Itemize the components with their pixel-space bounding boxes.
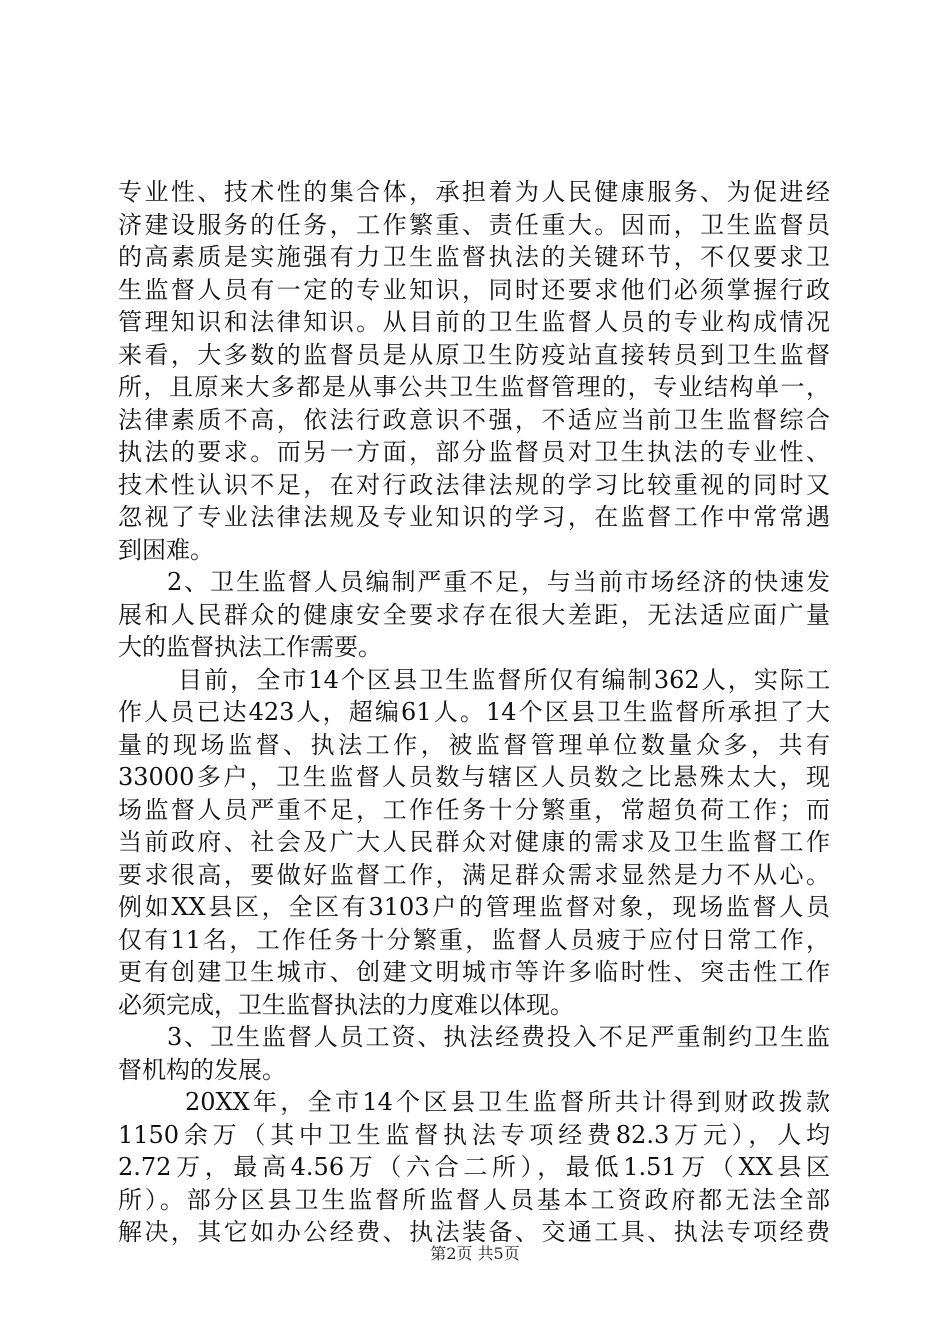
text-line: 2.72万，最高4.56万（六合二所），最低1.51万（XX县区	[118, 1153, 830, 1181]
text-line: 所，且原来大多都是从事公共卫生监督管理的，专业结构单一，	[118, 373, 830, 401]
text-line: 执法的要求。而另一方面，部分监督员对卫生执法的专业性、	[118, 438, 830, 466]
text-line: 大的监督执法工作需要。	[118, 633, 382, 661]
text-line: 法律素质不高，依法行政意识不强，不适应当前卫生监督综合	[118, 405, 830, 434]
text-line: 技术性认识不足，在对行政法律法规的学习比较重视的同时又	[118, 470, 830, 499]
text-line: 当前政府、社会及广大人民群众对健康的需求及卫生监督工作	[118, 828, 830, 856]
text-line: 必须完成，卫生监督执法的力度难以体现。	[118, 990, 574, 1019]
text-line: 来看，大多数的监督员是从原卫生防疫站直接转员到卫生监督	[118, 340, 830, 369]
text-line: 例如XX县区，全区有3103户的管理监督对象，现场监督人员	[118, 893, 830, 921]
text-line: 展和人民群众的健康安全要求存在很大差距，无法适应面广量	[118, 600, 830, 629]
text-line: 量的现场监督、执法工作，被监督管理单位数量众多，共有	[118, 730, 830, 759]
text-line: 所）。部分区县卫生监督所监督人员基本工资政府都无法全部	[118, 1185, 830, 1214]
text-line: 33000多户，卫生监督人员数与辖区人员数之比悬殊太大，现	[118, 763, 830, 791]
text-line: 要求很高，要做好监督工作，满足群众需求显然是力不从心。	[118, 860, 830, 889]
text-line: 督机构的发展。	[118, 1055, 286, 1084]
text-line: 解决，其它如办公经费、执法装备、交通工具、执法专项经费	[118, 1218, 830, 1246]
text-line: 的高素质是实施强有力卫生监督执法的关键环节，不仅要求卫	[118, 243, 830, 271]
text-line: 忽视了专业法律法规及专业知识的学习，在监督工作中常常遇	[118, 503, 830, 531]
paragraph-heading-line: 2、卫生监督人员编制严重不足，与当前市场经济的快速发	[167, 568, 830, 596]
text-line: 仅有11名，工作任务十分繁重，监督人员疲于应付日常工作，	[118, 925, 830, 954]
body-text	[118, 176, 830, 1249]
paragraph-heading-line: 3、卫生监督人员工资、执法经费投入不足严重制约卫生监	[167, 1023, 830, 1051]
text-line: 更有创建卫生城市、创建文明城市等许多临时性、突击性工作	[118, 958, 830, 986]
text-line: 场监督人员严重不足，工作任务十分繁重，常超负荷工作；而	[118, 795, 830, 824]
text-line: 济建设服务的任务，工作繁重、责任重大。因而，卫生监督员	[118, 210, 830, 239]
paragraph-start-line: 20XX年，全市14个区县卫生监督所共计得到财政拨款	[185, 1088, 830, 1116]
text-line: 作人员已达423人，超编61人。14个区县卫生监督所承担了大	[118, 698, 830, 726]
text-line: 生监督人员有一定的专业知识，同时还要求他们必须掌握行政	[118, 275, 830, 304]
text-line: 管理知识和法律知识。从目前的卫生监督人员的专业构成情况	[118, 308, 830, 336]
paragraph-start-line: 目前，全市14个区县卫生监督所仅有编制362人，实际工	[178, 665, 830, 694]
page-footer: 第2页 共5页	[430, 1244, 520, 1263]
text-line: 到困难。	[118, 535, 214, 564]
text-line: 1150余万（其中卫生监督执法专项经费82.3万元），人均	[118, 1120, 830, 1149]
text-line: 专业性、技术性的集合体，承担着为人民健康服务、为促进经	[118, 178, 830, 206]
